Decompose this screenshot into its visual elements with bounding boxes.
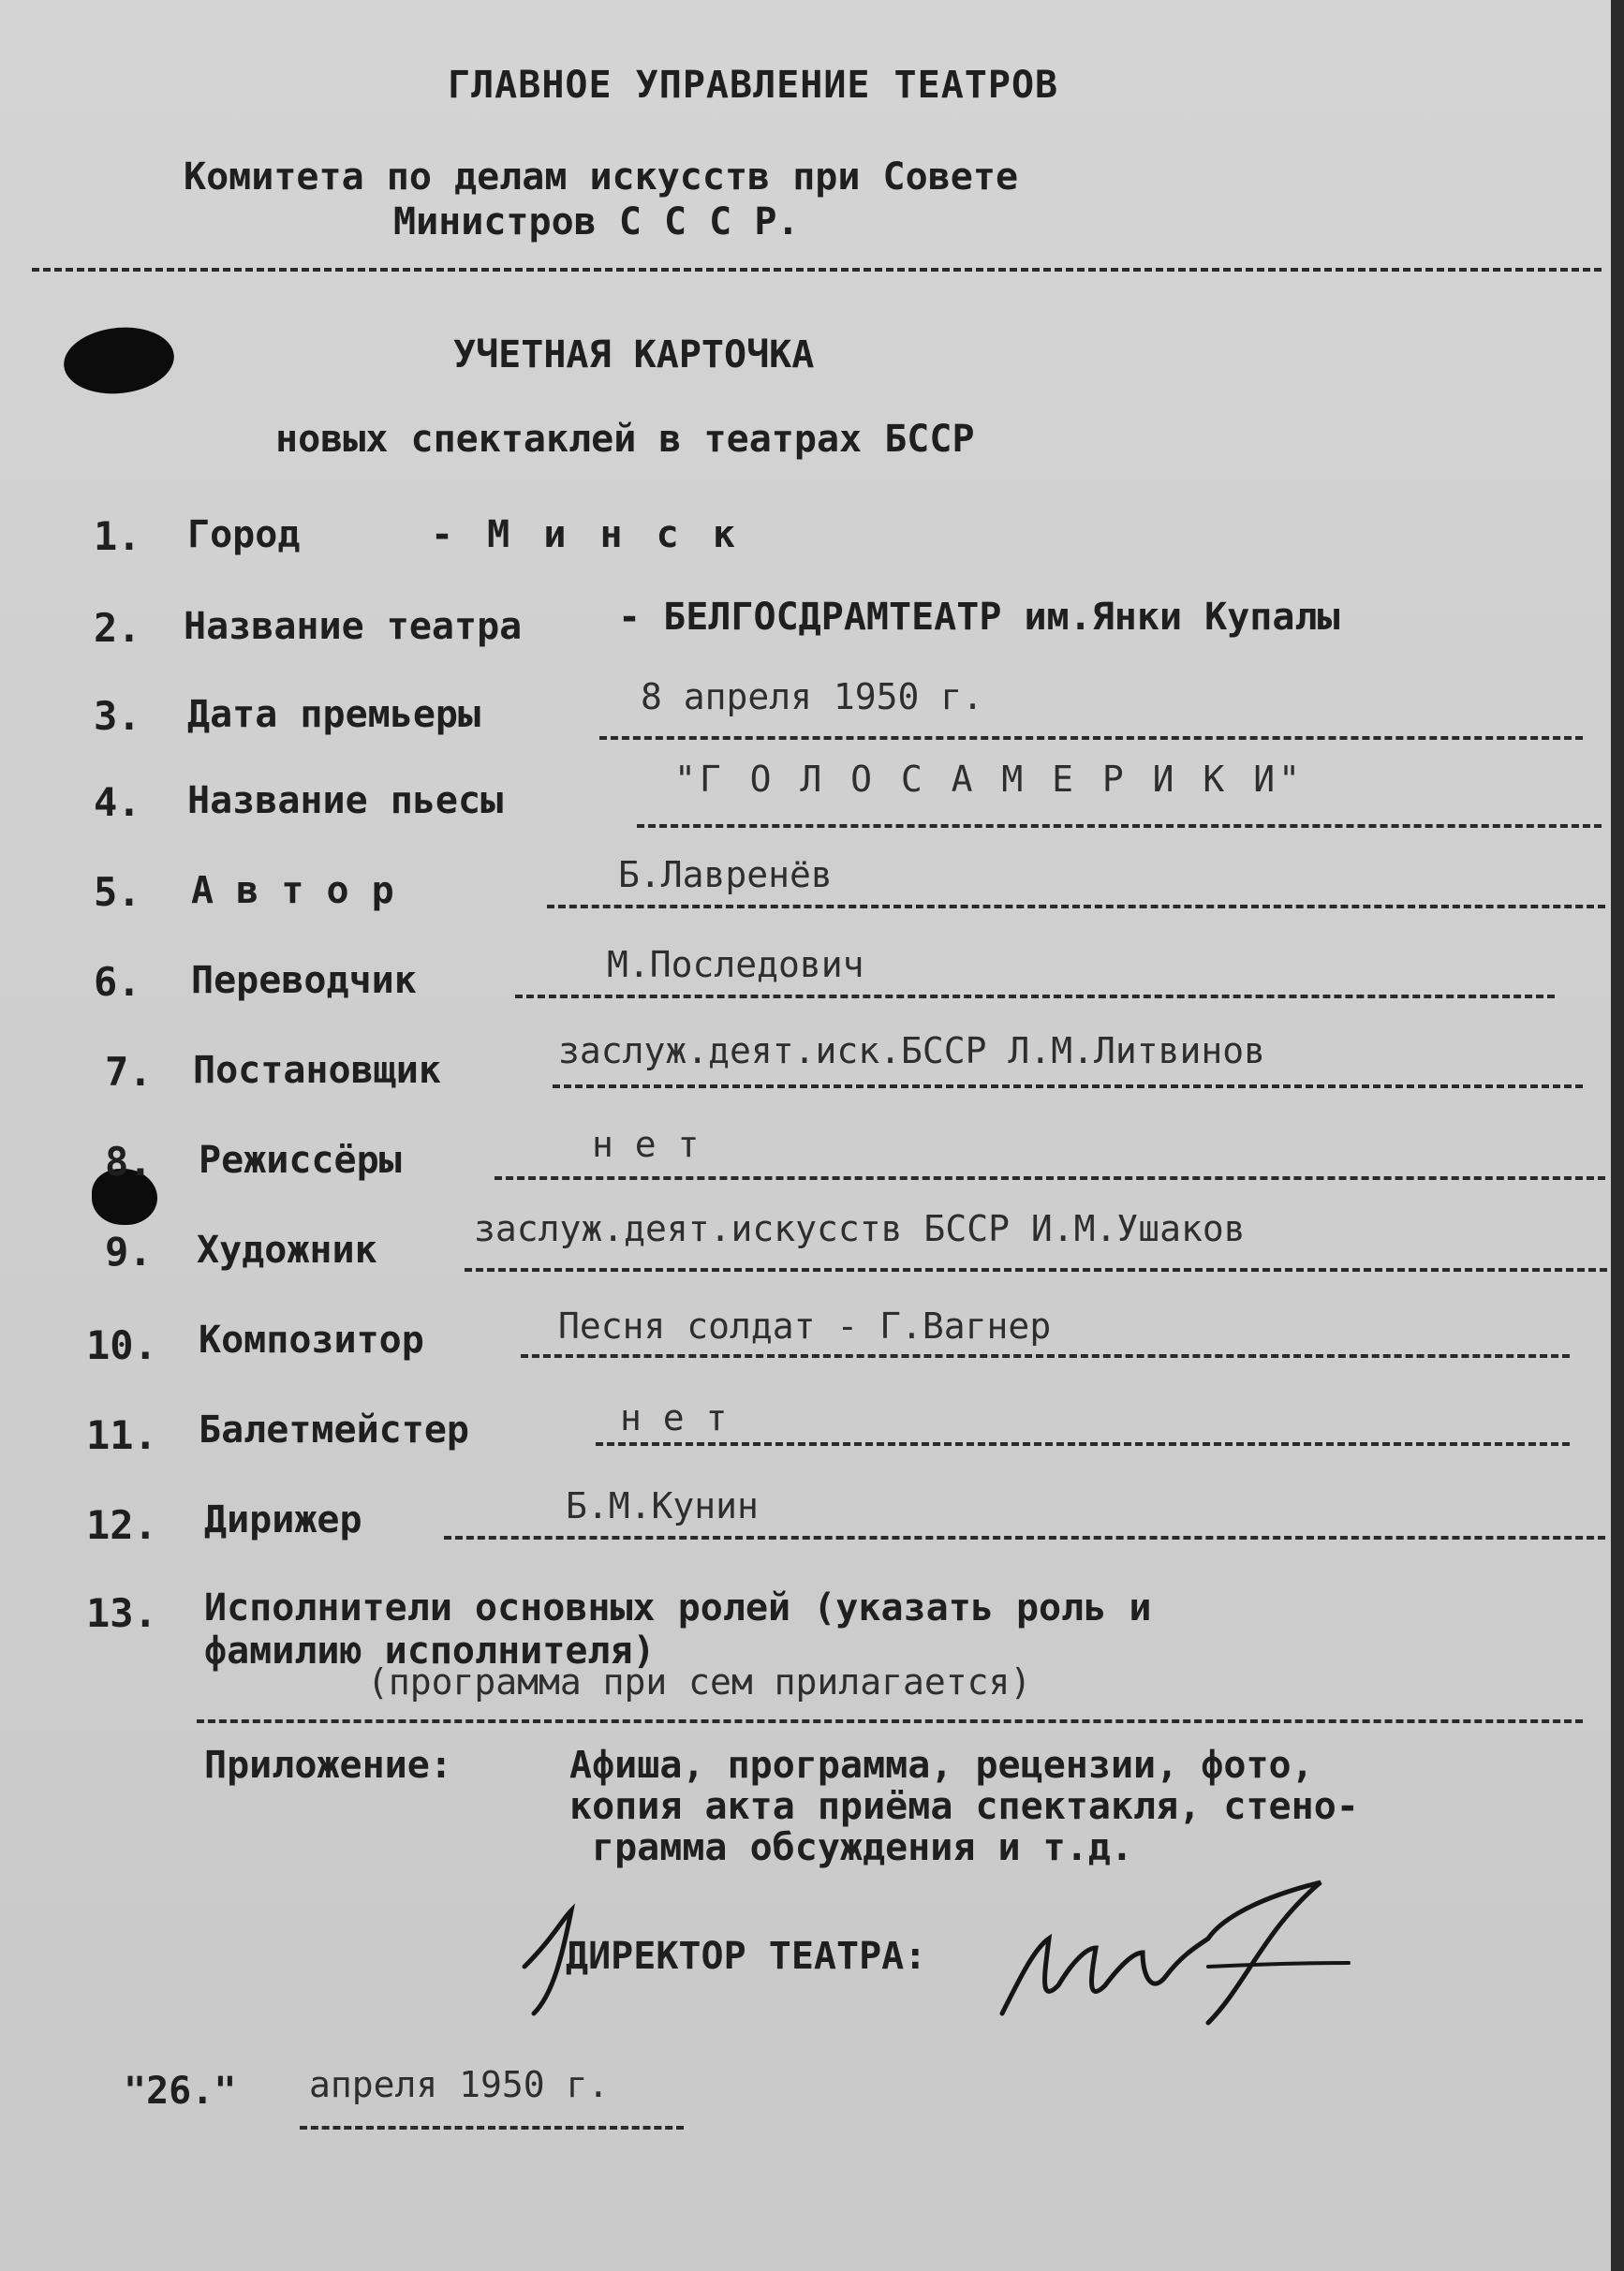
committee-line-1: Комитета по делам искусств при Совете	[184, 155, 1019, 199]
field-value-conductor: Б.М.Кунин	[566, 1485, 759, 1526]
field-number: 5.	[94, 869, 141, 915]
field-label-directors: Режиссёры	[199, 1139, 402, 1182]
field-number: 13.	[86, 1590, 157, 1636]
field-label-theatre: Название театра	[184, 605, 523, 648]
page-edge	[1611, 0, 1624, 2271]
fill-line	[521, 1354, 1570, 1358]
card-title: УЧЕТНАЯ КАРТОЧКА	[453, 333, 815, 376]
fill-line	[599, 736, 1583, 740]
field-value-author: Б.Лавренёв	[618, 854, 833, 895]
appendix-label: Приложение:	[204, 1744, 452, 1787]
field-label-conductor: Дирижер	[204, 1498, 362, 1541]
field-number: 2.	[94, 605, 141, 651]
fill-line	[495, 1176, 1605, 1180]
field-number: 12.	[86, 1502, 157, 1548]
header-divider	[32, 268, 1602, 272]
field-value-composer: Песня солдат - Г.Вагнер	[558, 1305, 1052, 1347]
field-value-city: - М и н с к	[431, 513, 741, 556]
fill-line	[444, 1536, 1605, 1540]
date-month-year: апреля 1950 г.	[309, 2064, 610, 2105]
field-number: 9.	[105, 1229, 153, 1275]
field-value-producer: заслуж.деят.иск.БССР Л.М.Литвинов	[558, 1030, 1265, 1071]
field-label-author: А в т о р	[191, 869, 394, 912]
ink-blot	[61, 322, 178, 399]
field-value-choreographer: н е т	[620, 1397, 728, 1438]
field-label-producer: Постановщик	[193, 1049, 441, 1092]
field-number: 4.	[94, 779, 141, 825]
field-label-composer: Композитор	[199, 1319, 424, 1362]
field-label-choreographer: Балетмейстер	[199, 1408, 469, 1452]
field-number: 3.	[94, 693, 141, 739]
card-subtitle: новых спектаклей в театрах БССР	[275, 418, 975, 461]
field-value-play-title: "Г О Л О С А М Е Р И К И"	[674, 759, 1304, 800]
field-number: 6.	[94, 959, 141, 1005]
field-label-city: Город	[187, 513, 301, 556]
date-day: "26."	[124, 2070, 237, 2113]
field-label-artist: Художник	[197, 1229, 377, 1272]
field-number: 11.	[86, 1412, 157, 1458]
field-number: 7.	[105, 1049, 153, 1095]
field-number: 1.	[94, 513, 141, 559]
field-label-performers: Исполнители основных ролей (указать роль и	[204, 1586, 1152, 1630]
fill-line	[197, 1719, 1583, 1723]
date-line	[300, 2126, 684, 2130]
fill-line	[596, 1442, 1570, 1446]
field-number: 10.	[86, 1322, 157, 1368]
field-value-premiere-date: 8 апреля 1950 г.	[641, 676, 984, 717]
field-label-performers-cont: фамилию исполнителя)	[204, 1630, 656, 1673]
fill-line	[465, 1268, 1607, 1272]
field-number: 8.	[105, 1139, 153, 1185]
field-label-play-title: Название пьесы	[187, 779, 504, 822]
field-label-premiere-date: Дата премьеры	[187, 693, 481, 736]
fill-line	[547, 905, 1605, 908]
director-signature	[496, 1873, 1367, 2042]
org-title: ГЛАВНОЕ УПРАВЛЕНИЕ ТЕАТРОВ	[448, 64, 1059, 107]
field-value-performers: (программа при сем прилагается)	[367, 1661, 1032, 1703]
fill-line	[515, 995, 1555, 998]
director-label: ДИРЕКТОР ТЕАТРА:	[566, 1935, 927, 1978]
committee-line-2: Министров С С С Р.	[393, 200, 800, 243]
field-value-translator: М.Последович	[607, 944, 864, 985]
field-value-artist: заслуж.деят.искусств БССР И.М.Ушаков	[474, 1208, 1246, 1249]
fill-line	[637, 824, 1602, 828]
field-value-theatre: - БЕЛГОСДРАМТЕАТР им.Янки Купалы	[618, 596, 1340, 639]
appendix-line-2: копия акта приёма спектакля, стено-	[569, 1785, 1359, 1828]
field-value-directors: н е т	[592, 1124, 700, 1165]
fill-line	[553, 1084, 1583, 1088]
field-label-translator: Переводчик	[191, 959, 417, 1002]
appendix-line-1: Афиша, программа, рецензии, фото,	[569, 1744, 1314, 1787]
appendix-line-3: грамма обсуждения и т.д.	[592, 1826, 1133, 1869]
